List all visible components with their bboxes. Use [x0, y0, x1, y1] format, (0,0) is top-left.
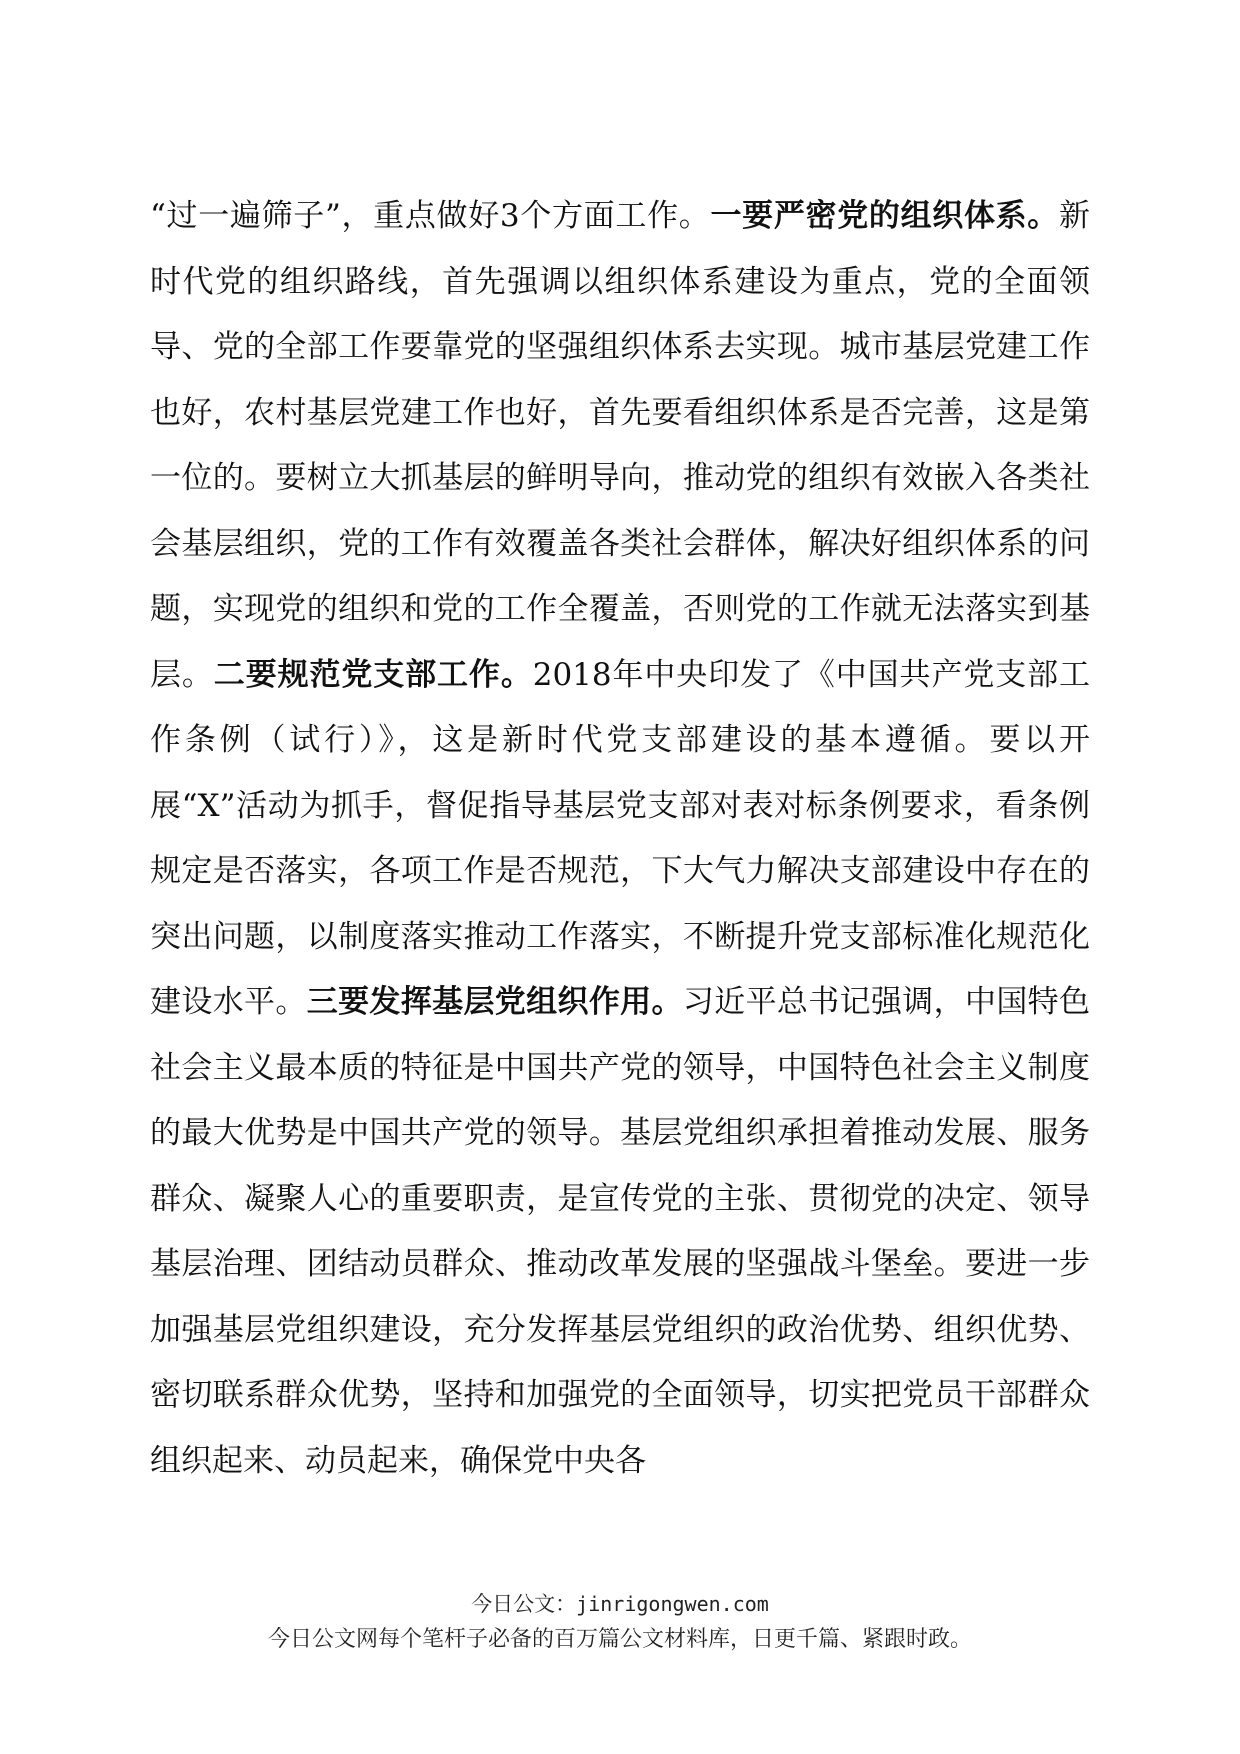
footer-site-link[interactable]: jinrigongwen.com: [576, 1592, 769, 1616]
paragraph-intro: “过一遍筛子”，重点做好3个方面工作。: [150, 198, 711, 234]
footer-site-line: [0, 1588, 1240, 1618]
body-paragraph: [150, 184, 1090, 1494]
footer-tagline: 今日公文网每个笔杆子必备的百万篇公文材料库，日更千篇、紧跟时政。: [267, 1627, 972, 1652]
point-1-text: 新时代党的组织路线，首先强调以组织体系建设为重点，党的全面领导、党的全部工作要靠党的坚强组织体系去实现。城市基层党建工作也好，农村基层党建工作也好，首先要看组织体系是否完善，这是第一位的。要树立大抓基层的鲜明导向，推动党的组织有效嵌入各类社会基层组织，党的工作有效覆盖各类社会群体，解决好组织体系的问题，实现党的组织和党的工作全覆盖，否则党的工作就无法落实到基层。: [150, 198, 1090, 693]
point-2-text: 2018年中央印发了《中国共产党支部工作条例（试行）》，这是新时代党支部建设的基本遵循。要以开展“X”活动为抓手，督促指导基层党支部对表对标条例要求，看条例规定是否落实，各项工作是否规范，下大气力解决支部建设中存在的突出问题，以制度落实推动工作落实，不断提升党支部标准化规范化建设水平。: [150, 656, 1091, 1020]
point-3-heading: 三要发挥基层党组织作用。: [306, 984, 683, 1020]
document-body: [150, 184, 1090, 1494]
point-2-heading: 二要规范党支部工作。: [213, 656, 533, 693]
point-3-text: 习近平总书记强调，中国特色社会主义最本质的特征是中国共产党的领导，中国特色社会主义制度的最大优势是中国共产党的领导。基层党组织承担着推动发展、服务群众、凝聚人心的重要职责，是宣传党的主张、贯彻党的决定、领导基层治理、团结动员群众、推动改革发展的坚强战斗堡垒。要进一步加强基层党组织建设，充分发挥基层党组织的政治优势、组织优势、密切联系群众优势，坚持和加强党的全面领导，切实把党员干部群众组织起来、动员起来，确保党中央各: [150, 984, 1091, 1479]
point-1-heading: 一要严密党的组织体系。: [710, 198, 1059, 234]
footer-site-label: 今日公文：: [471, 1592, 577, 1616]
